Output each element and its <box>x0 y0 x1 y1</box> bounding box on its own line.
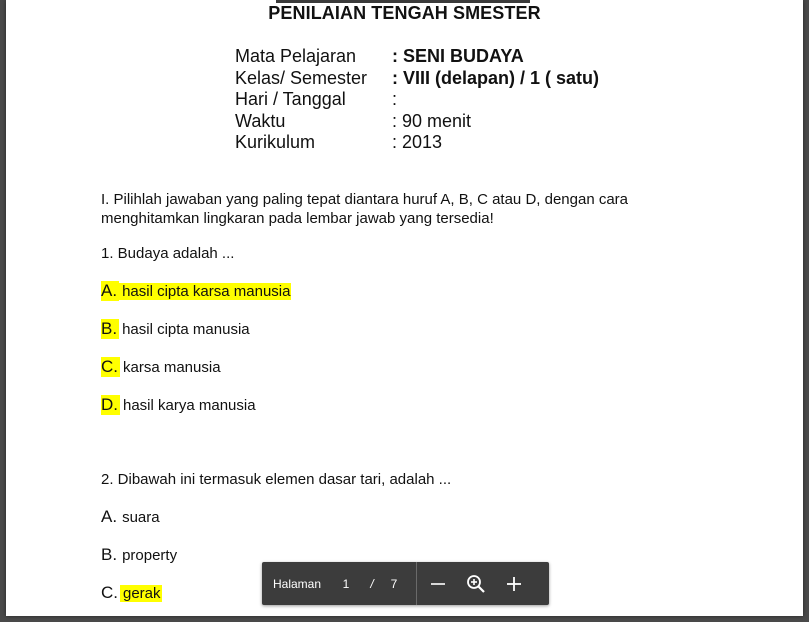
info-label: Kurikulum <box>235 132 316 153</box>
info-row <box>235 132 599 154</box>
option-text: suara <box>122 509 160 526</box>
zoom-out-button[interactable] <box>419 562 457 605</box>
info-row <box>235 89 599 111</box>
info-value: : VIII (delapan) / 1 ( satu) <box>392 67 600 88</box>
question-1: 1. Budaya adalah ... <box>101 245 235 262</box>
info-value: : SENI BUDAYA <box>392 46 524 66</box>
info-row <box>235 68 599 90</box>
question-2: 2. Dibawah ini termasuk elemen dasar tari, adalah ... <box>101 471 452 488</box>
info-label: Kelas/ Semester <box>235 67 368 88</box>
option-1c <box>101 357 221 377</box>
option-1d <box>101 395 256 415</box>
info-label: Waktu <box>235 110 286 131</box>
option-letter: B. <box>101 545 118 564</box>
zoom-in-button[interactable] <box>495 562 533 605</box>
option-1b <box>101 319 250 339</box>
toolbar-divider <box>416 562 417 605</box>
option-text: karsa manusia <box>123 359 221 376</box>
option-text: gerak <box>120 585 162 602</box>
plus-icon <box>505 575 523 593</box>
option-letter: C. <box>101 357 118 376</box>
info-label: Mata Pelajaran <box>235 46 357 66</box>
option-letter: D. <box>101 395 118 414</box>
instruction-text: I. Pilihlah jawaban yang paling tepat diantara huruf A, B, C atau D, dengan cara menghitamkan lingkaran pada lembar jawab yang tersedia! <box>101 191 629 227</box>
option-1a <box>101 281 291 301</box>
document-title: PENILAIAN TENGAH SMESTER <box>268 3 541 23</box>
fit-zoom-button[interactable] <box>457 562 495 605</box>
option-2b <box>101 545 177 565</box>
zoom-in-icon <box>466 574 486 594</box>
info-value: : 2013 <box>392 132 443 153</box>
option-letter: A. <box>101 281 118 300</box>
page-separator: / <box>370 576 374 591</box>
option-letter: A. <box>101 507 118 526</box>
current-page-number[interactable]: 1 <box>342 576 350 591</box>
info-label: Hari / Tanggal <box>235 89 346 110</box>
option-text: hasil cipta karsa manusia <box>119 283 291 300</box>
option-text: hasil cipta manusia <box>122 321 250 338</box>
page-label: Halaman <box>273 576 322 591</box>
page-toolbar <box>262 562 549 605</box>
option-text: property <box>122 547 178 564</box>
info-row <box>235 111 599 133</box>
info-value: : <box>392 89 398 110</box>
option-2c <box>101 583 162 603</box>
info-value: : 90 menit <box>392 110 472 131</box>
option-letter: C. <box>101 583 118 602</box>
option-letter: B. <box>101 319 118 338</box>
option-text: hasil karya manusia <box>123 397 256 414</box>
document-page <box>6 0 803 616</box>
info-table <box>235 46 599 154</box>
option-2a <box>101 507 160 527</box>
minus-icon <box>429 575 447 593</box>
total-pages: 7 <box>390 576 398 591</box>
info-row <box>235 46 599 68</box>
